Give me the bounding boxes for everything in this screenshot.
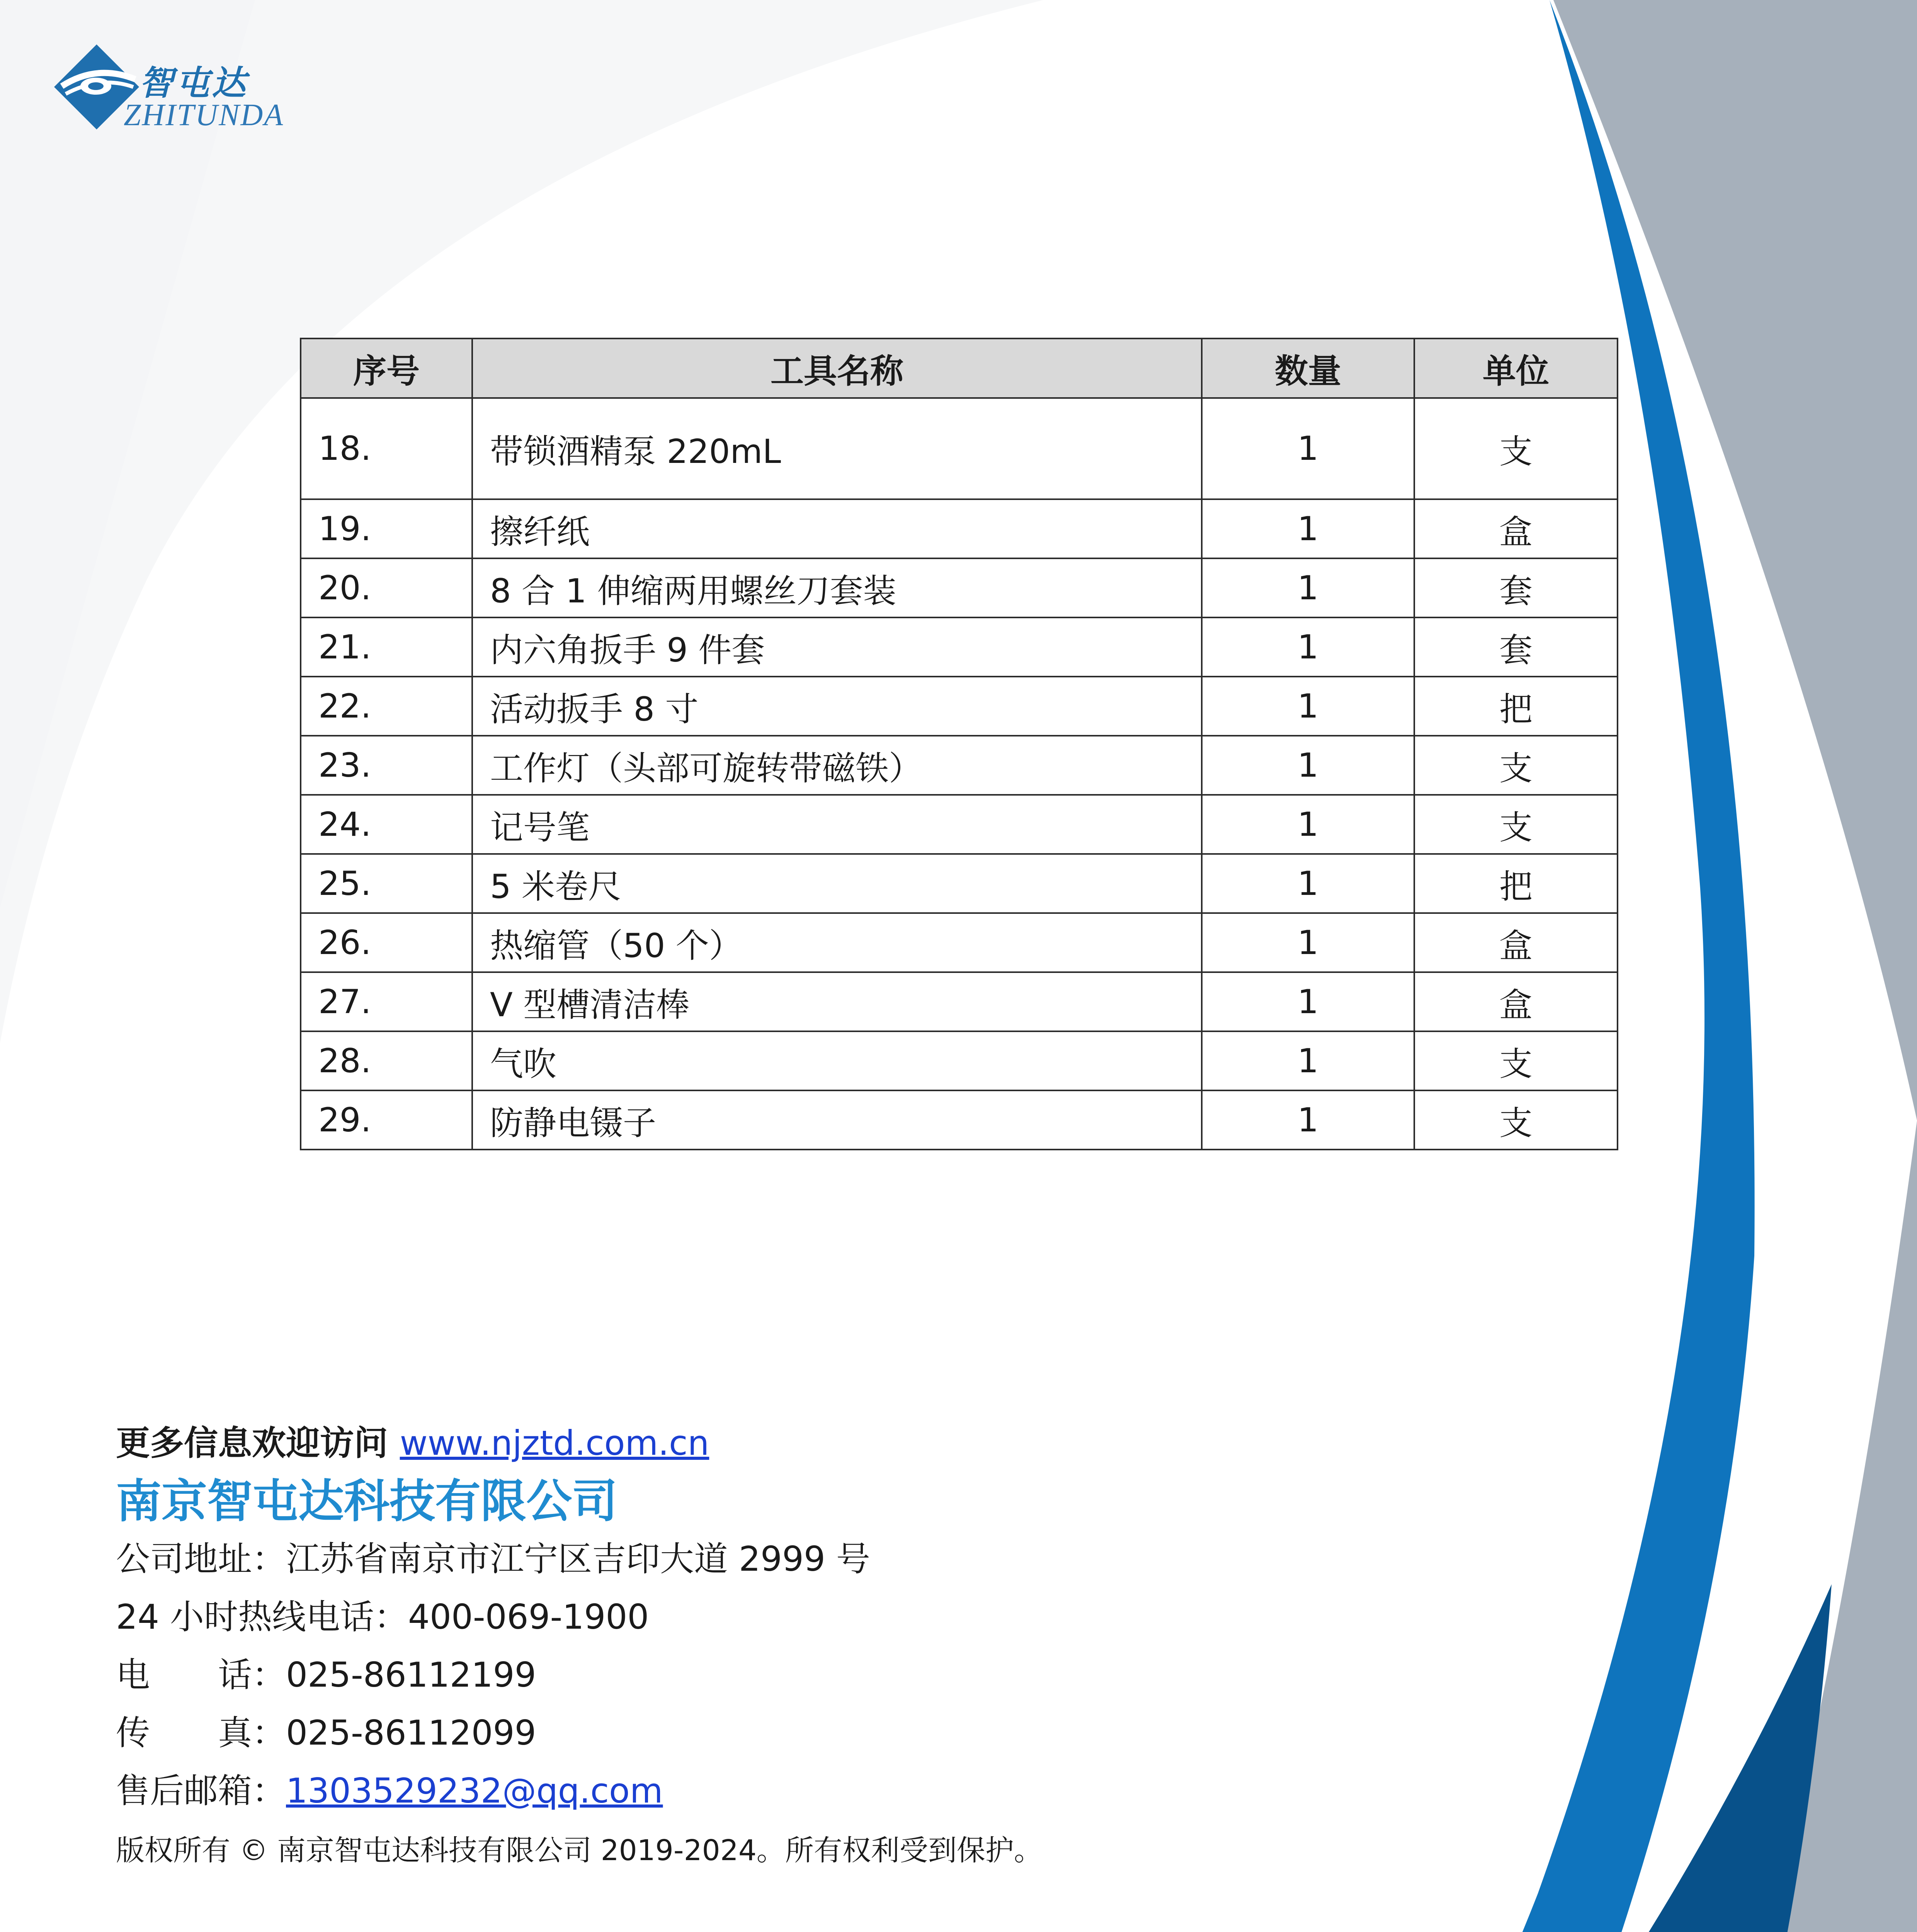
table-row: [301, 1031, 1618, 1090]
row-quantity: 1: [1202, 677, 1414, 736]
logo-text-en: ZHITUNDA: [124, 98, 284, 132]
row-tool-name: 热缩管（50 个）: [472, 913, 1202, 972]
row-index: 18.: [301, 398, 472, 499]
row-quantity: 1: [1202, 736, 1414, 795]
row-tool-name: 工作灯（头部可旋转带磁铁）: [472, 736, 1202, 795]
contact-section: [116, 1414, 1237, 1879]
table-header-row: [301, 338, 1618, 398]
table-row: [301, 972, 1618, 1031]
row-unit: 支: [1414, 398, 1618, 499]
phone-line: [116, 1646, 1237, 1704]
address-value: 江苏省南京市江宁区吉印大道 2999 号: [286, 1539, 870, 1579]
table-row: [301, 795, 1618, 854]
hotline-line: [116, 1588, 1237, 1646]
row-tool-name: 气吹: [472, 1031, 1202, 1090]
row-index: 21.: [301, 617, 472, 677]
row-quantity: 1: [1202, 617, 1414, 677]
row-tool-name: 5 米卷尺: [472, 854, 1202, 913]
row-index: 24.: [301, 795, 472, 854]
address-line: [116, 1530, 1237, 1588]
more-info-label: 更多信息欢迎访问: [116, 1423, 388, 1463]
website-link[interactable]: www.njztd.com.cn: [400, 1423, 709, 1463]
row-tool-name: 带锁酒精泵 220mL: [472, 398, 1202, 499]
phone-label: 电 话：: [116, 1655, 286, 1695]
table-row: [301, 854, 1618, 913]
logo-text-cn: 智屯达: [139, 63, 248, 103]
row-tool-name: 活动扳手 8 寸: [472, 677, 1202, 736]
row-index: 22.: [301, 677, 472, 736]
row-tool-name: 8 合 1 伸缩两用螺丝刀套装: [472, 558, 1202, 617]
email-label: 售后邮箱：: [116, 1771, 286, 1811]
table-row: [301, 398, 1618, 499]
row-quantity: 1: [1202, 1031, 1414, 1090]
row-unit: 盒: [1414, 499, 1618, 558]
fax-line: [116, 1704, 1237, 1762]
table-row: [301, 677, 1618, 736]
header-quantity: 数量: [1202, 338, 1414, 398]
row-unit: 盒: [1414, 972, 1618, 1031]
row-quantity: 1: [1202, 558, 1414, 617]
row-unit: 支: [1414, 1090, 1618, 1150]
more-info-line: [116, 1414, 1237, 1472]
row-unit: 套: [1414, 558, 1618, 617]
row-unit: 支: [1414, 736, 1618, 795]
row-tool-name: 防静电镊子: [472, 1090, 1202, 1150]
row-quantity: 1: [1202, 972, 1414, 1031]
table-row: [301, 558, 1618, 617]
row-unit: 把: [1414, 677, 1618, 736]
row-unit: 支: [1414, 795, 1618, 854]
row-tool-name: 内六角扳手 9 件套: [472, 617, 1202, 677]
fax-label: 传 真：: [116, 1713, 286, 1753]
table-row: [301, 913, 1618, 972]
row-unit: 套: [1414, 617, 1618, 677]
row-unit: 把: [1414, 854, 1618, 913]
email-link[interactable]: 1303529232@qq.com: [286, 1771, 663, 1811]
hotline-value: 400-069-1900: [408, 1597, 649, 1637]
address-label: 公司地址：: [116, 1539, 286, 1579]
row-quantity: 1: [1202, 795, 1414, 854]
table-row: [301, 1090, 1618, 1150]
phone-value: 025-86112199: [286, 1655, 536, 1695]
row-index: 29.: [301, 1090, 472, 1150]
row-tool-name: 记号笔: [472, 795, 1202, 854]
hotline-label: 24 小时热线电话：: [116, 1597, 408, 1637]
row-unit: 盒: [1414, 913, 1618, 972]
row-tool-name: V 型槽清洁棒: [472, 972, 1202, 1031]
company-name: 南京智屯达科技有限公司: [116, 1475, 618, 1528]
row-index: 19.: [301, 499, 472, 558]
fax-value: 025-86112099: [286, 1713, 536, 1753]
email-line: [116, 1762, 1237, 1820]
table-row: [301, 617, 1618, 677]
row-index: 20.: [301, 558, 472, 617]
row-tool-name: 擦纤纸: [472, 499, 1202, 558]
header-unit: 单位: [1414, 338, 1618, 398]
row-index: 26.: [301, 913, 472, 972]
row-index: 28.: [301, 1031, 472, 1090]
row-index: 23.: [301, 736, 472, 795]
header-tool-name: 工具名称: [472, 338, 1202, 398]
tools-table: [300, 338, 1618, 1150]
row-quantity: 1: [1202, 398, 1414, 499]
copyright-notice: 版权所有 © 南京智屯达科技有限公司 2019-2024。所有权利受到保护。: [116, 1834, 1043, 1867]
row-index: 27.: [301, 972, 472, 1031]
header-index: 序号: [301, 338, 472, 398]
row-quantity: 1: [1202, 854, 1414, 913]
row-quantity: 1: [1202, 499, 1414, 558]
table-row: [301, 499, 1618, 558]
table-row: [301, 736, 1618, 795]
company-logo: [50, 41, 298, 137]
row-quantity: 1: [1202, 913, 1414, 972]
row-unit: 支: [1414, 1031, 1618, 1090]
row-index: 25.: [301, 854, 472, 913]
row-quantity: 1: [1202, 1090, 1414, 1150]
